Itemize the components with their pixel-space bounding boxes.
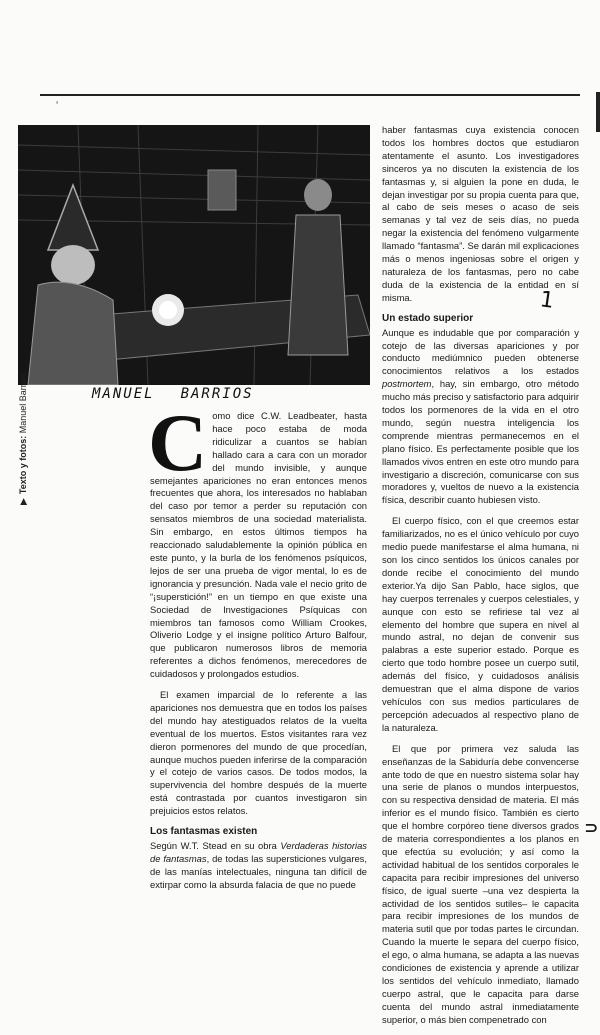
paragraph: El cuerpo físico, con el que creemos estar familiarizados, no es el único vehículo por cuyo medio puede manifestarse el alma humana, ni son los cinco sentidos los únicos canales por donde recibe el conocimiento del mundo exterior.Ya dijo San Pablo, hace siglos, que hay cuerpos terrenales y cuerpos celestiales, y aunque con esto se refiriese tal vez al elemento del hombre que supera en nivel al mundo astral, no dejan de convenir sus palabras a este superior estado. Porque es cierto que todo hombre posee un cuerpo sutil, además del físico, y cuidadosos análisis demuestran que el alma dispone de varios vehículos con sus medios particulares de percepción adecuados al respectivo plano de la naturaleza.: [382, 515, 579, 733]
credit-name: Manuel Barrios.: [18, 370, 28, 434]
intro-text: omo dice C.W. Leadbeater, hasta hace poco estaba de moda ridiculizar a cuantos se habían hallado cara a cara con un morador del mundo invisible, y aunque semejantes apariciones no eran entonces menos frecuentes que ahora, los interesados no hablaban del caso por temor a perder su reputación con sensatos miembros de una sociedad materialista. Sin embargo, en estos últimos tiempos ha reaccionado saludablemente la opinión pública en este punto, y la burla de los fenómenos psíquicos, lejos de ser una prueba de vigor mental, lo es de ignorancia y presunción. Nada vale el necio grito de “¡superstición!” en un tiempo en que existe una Sociedad de Investigaciones Psíquicas con miembros tan famosos como William Crookes, Oliverio Lodge y el insigne político Arturo Balfour, que publicaron numerosos libros de memoria referentes a dichos fenómenos, merecedores de cuidadosos y prolongados estudios.: [150, 410, 367, 680]
paragraph: El que por primera vez saluda las enseñanzas de la Sabiduría debe convencerse ante todo de que en nuestro sistema solar hay una serie de planos o mundos interpuestos, con su respectiva densidad de materia. El más inferior es el mundo físico. También es cierto que el hombre corpóreo tiene diversos grados de materia correspondientes a los planos en que efectúa su evolución; y así como la actividad habitual de los sentidos corporales le capacita para recibir impresiones del universo físico, de igual suerte –una vez despierta la actividad de los sentidos sutiles– le capacita para recibir impresiones de los mundos de materia sutil que por todas partes le circundan. Cuando la muerte le separa del cuerpo físico, el ego, o alma humana, se adapta a las nuevas condiciones de existencia y aprende a utilizar los sentidos del vehículo inmediato, llamado cuerpo astral, que le capacita para darse cuenta del mundo astral inmediatamente superior, o más bien compenetrado con: [382, 742, 580, 1025]
text-fragment: Según W.T. Stead en su obra: [150, 840, 281, 851]
witch-seance-illustration-icon: [18, 125, 370, 385]
article-photo: [18, 125, 370, 385]
corner-mark: ‘: [56, 100, 59, 111]
italic-term: postmortem: [382, 378, 432, 390]
paragraph: [382, 327, 579, 508]
photo-text-credit: [18, 370, 29, 505]
left-text-column: [148, 397, 367, 900]
text-fragment: , hay, sin embargo, otro método mucho más preciso y satisfactorio para adquirir todos los pormenores de la vida en el otro mundo, según nuestra inteligencia los comprende mientras permanecemos en el plano físico. Es perfectamente posible que los llamados vivos entren en este otro mundo para investigario a discreción, comunicarse con sus moradores y, vueltos de nuevo a la existencia física, describir cuanto hubiesen visto.: [382, 378, 579, 506]
paragraph: El examen imparcial de lo referente a las apariciones nos demuestra que en todos los países del mundo hay atestiguados relatos de la vuelta eventual de los muertos. Estos visitantes rara vez dieron pormenores del mundo de que procedían, aunque muchos pueden inferirse de la comparación y el cotejo de varios casos. De todos modos, la supervivencia del hombre después de la muerte está contrastada por cuantos investigaron sin prejuicios estos relatos.: [150, 689, 367, 817]
right-text-column: [382, 124, 579, 1035]
text-fragment: Aunque es indudable que por comparación y cotejo de las diversas apariciones y por conducto mediúmnico pueden obtenerse conocimientos relativos a los estados: [382, 326, 579, 377]
section-heading: Un estado superior: [382, 312, 474, 324]
page-edge-glyph: ⊃: [584, 820, 598, 837]
paragraph: haber fantasmas cuya existencia conocen todos los hombres doctos que estudiaron atentamente el asunto. Los investigadores sinceros ya no discuten la existencia de los fantasmas y, si alguien la pone en duda, le dejan investigar por su propia cuenta para que, al cabo de seis meses o acaso de seis semanas y tal vez de seis días, no pueda negar la existencia del fenómeno vulgarmente llamado “fantasma”. Se darán mil explicaciones más o menos ingeniosas sobre el origen y naturaleza de los fantasmas, pero no cabe duda de la existencia de la entidad en sí misma.: [382, 124, 579, 303]
drop-cap: C: [148, 397, 208, 488]
credit-label: Texto y fotos:: [18, 435, 28, 495]
edge-mark: [596, 92, 600, 132]
arrow-right-icon: ▶: [18, 498, 28, 505]
text-fragment: , de todas las supersticiones vulgares, de las manías intelectuales, ninguna tan difícil de extirpar como la absurda falacia de que no puede: [150, 852, 367, 890]
handwritten-page-number: 1: [538, 287, 556, 314]
book-title: Verdaderas historias de fantasmas: [150, 840, 367, 864]
top-rule: [40, 94, 580, 96]
signature-last: BARRIOS: [180, 386, 254, 402]
intro-paragraph: [148, 397, 367, 681]
signature-first: MANUEL: [92, 386, 155, 402]
section-heading: Los fantasmas existen: [150, 826, 258, 838]
